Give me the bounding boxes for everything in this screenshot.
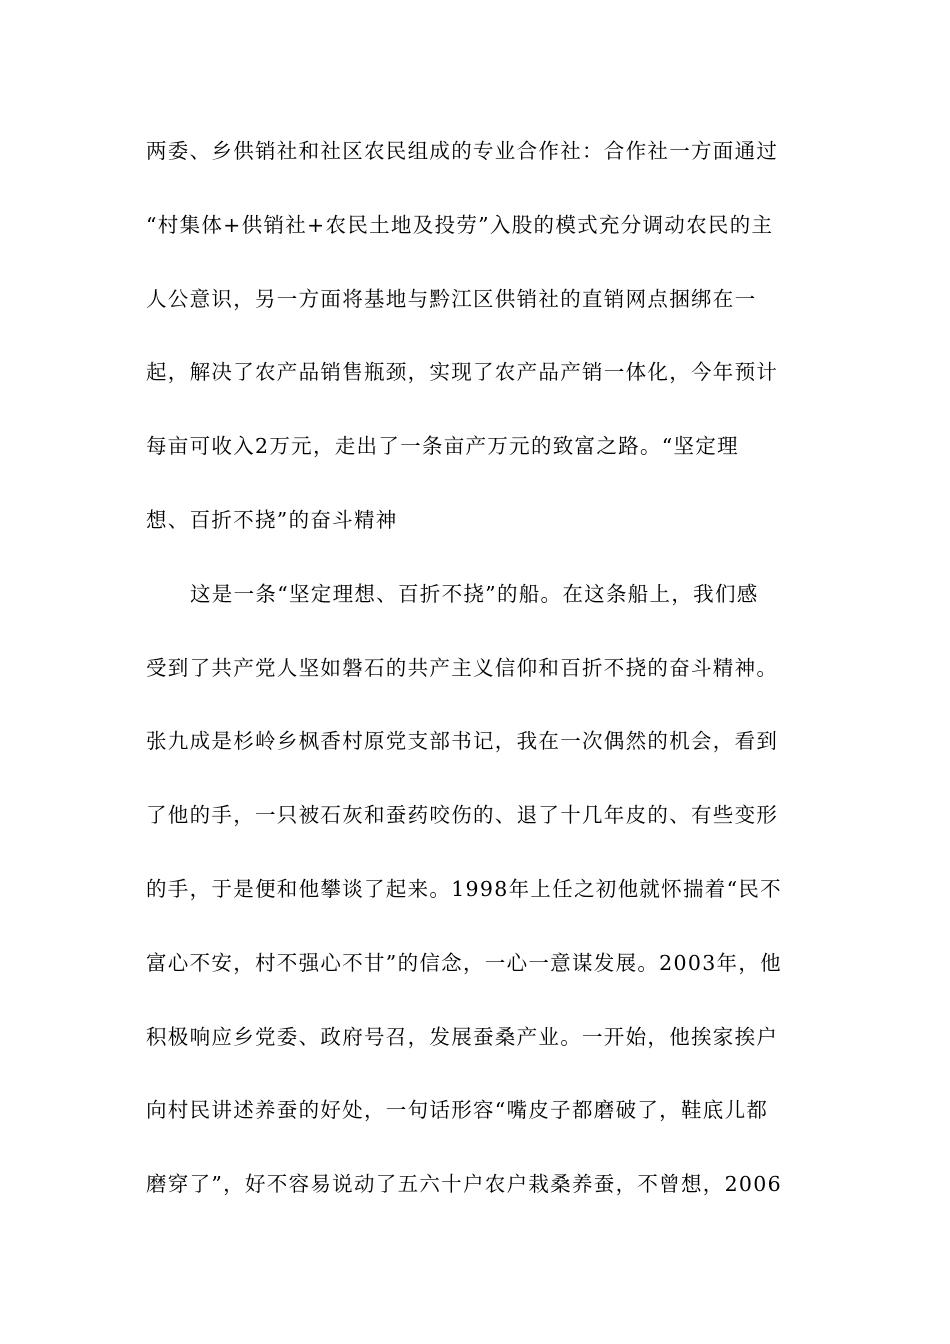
text-line: 每亩可收入2万元，走出了一条亩产万元的致富之路。“坚定理 [146,434,739,459]
text-line: 富心不安，村不强心不甘”的信念，一心一意谋发展。2003年，他 [146,950,782,975]
section-heading: 想、百折不挠”的奋斗精神 [146,507,398,532]
text-line: 积极响应乡党委、政府号召，发展蚕桑产业。一开始，他挨家挨户 [146,1024,779,1049]
text-line: 人公意识，另一方面将基地与黔江区供销社的直销网点捆绑在一 [146,286,757,311]
text-line: 向村民讲述养蚕的好处，一句话形容“嘴皮子都磨破了，鞋底儿都 [146,1098,769,1123]
text-line: 起，解决了农产品销售瓶颈，实现了农产品产销一体化，今年预计 [146,360,779,385]
text-line: 张九成是杉岭乡枫香村原党支部书记，我在一次偶然的机会，看到 [146,729,779,754]
text-line: 的手，于是便和他攀谈了起来。1998年上任之初他就怀揣着“民不 [146,876,782,901]
paragraph-start-line: 这是一条“坚定理想、百折不挠”的船。在这条船上，我们感 [190,581,759,606]
text-line: “村集体+供销社+农民土地及投劳”入股的模式充分调动农民的主 [146,212,774,237]
text-line: 了他的手，一只被石灰和蚕药咬伤的、退了十几年皮的、有些变形 [146,803,779,828]
text-line: 两委、乡供销社和社区农民组成的专业合作社：合作社一方面通过 [146,139,779,163]
text-line: 受到了共产党人坚如磐石的共产主义信仰和百折不挠的奋斗精神。 [146,655,779,680]
text-line: 磨穿了”，好不容易说动了五六十户农户栽桑养蚕，不曾想，2006 [146,1172,782,1197]
document-body [146,128,806,1235]
